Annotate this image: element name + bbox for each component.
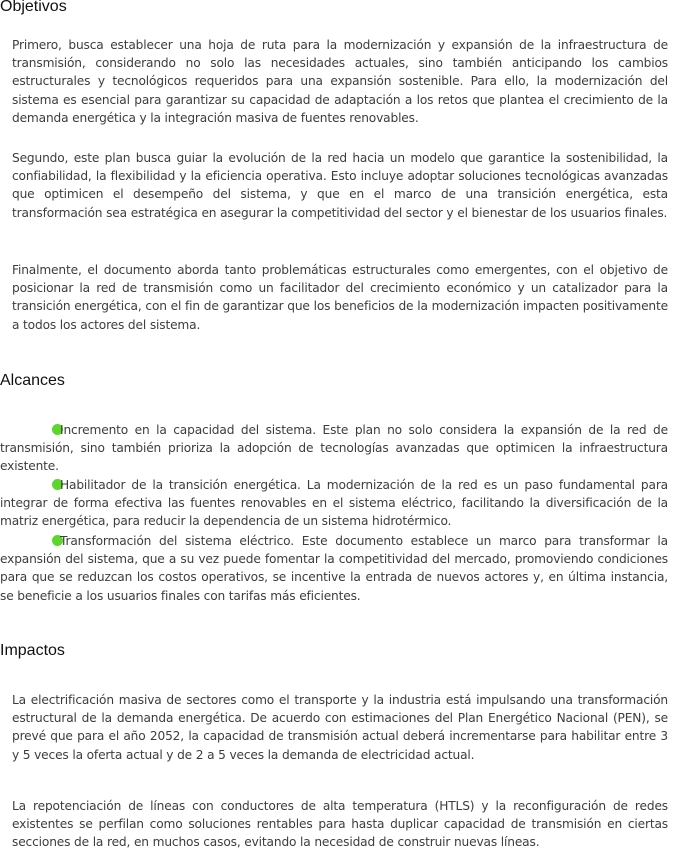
paragraph-objetivos-3: Finalmente, el documento aborda tanto problemáticas estructurales como emergentes, con el objetivo de posicionar la red de transmisión como un facilitador del crecimiento económico y un catalizador para la transición energética, con el fin de garantizar que los beneficios de la modernización impacten positivamente a todos los actores del sistema. <box>12 263 668 332</box>
section-title-impactos: Impactos <box>0 642 65 659</box>
section-title-alcances: Alcances <box>0 372 65 389</box>
section-title-objetivos: Objetivos <box>0 0 67 15</box>
list-item-text: Habilitador de la transición energética. La modernización de la red es un paso fundamental para integrar de forma efectiva las fuentes renovables en el sistema eléctrico, facilitando la diversificación de la matriz energética, para reducir la dependencia de un sistema hidrotérmico. <box>0 478 668 529</box>
list-item-text: Incremento en la capacidad del sistema. Este plan no solo considera la expansión de la red de transmisión, sino también prioriza la adopción de tecnologías avanzadas que optimicen la infraestructura existente. <box>0 423 668 474</box>
list-item-alcance-1 <box>0 421 668 476</box>
list-item-text: Transformación del sistema eléctrico. Este documento establece un marco para transformar la expansión del sistema, que a su vez puede fomentar la competitividad del mercado, promoviendo condiciones para que se reduzcan los costos operativos, se incentive la entrada de nuevos actores y, en última instancia, se beneficie a los usuarios finales con tarifas más eficientes. <box>0 534 668 603</box>
list-item-alcance-2 <box>0 476 668 531</box>
paragraph-impactos-2: La repotenciación de líneas con conductores de alta temperatura (HTLS) y la reconfiguración de redes existentes se perfilan como soluciones rentables para hasta duplicar capacidad de transmisión en ciertas secciones de la red, en muchos casos, evitando la necesidad de construir nuevas líneas. <box>12 799 668 850</box>
paragraph-impactos-1: La electrificación masiva de sectores como el transporte y la industria está impulsando una transformación estructural de la demanda energética. De acuerdo con estimaciones del Plan Energético Nacional (PEN), se prevé que para el año 2052, la capacidad de transmisión actual deberá incrementarse para habilitar entre 3 y 5 veces la oferta actual y de 2 a 5 veces la demanda de electricidad actual. <box>12 693 668 762</box>
list-item-alcance-3 <box>0 532 668 605</box>
paragraph-objetivos-1: Primero, busca establecer una hoja de ruta para la modernización y expansión de la infraestructura de transmisión, considerando no solo las necesidades actuales, sino también anticipando los cambios estructurales y tecnológicos requeridos para una expansión sostenible. Para ello, la modernización del sistema es esencial para garantizar su capacidad de adaptación a los retos que plantea el crecimiento de la demanda energética y la integración masiva de fuentes renovables. <box>12 38 668 125</box>
paragraph-objetivos-2: Segundo, este plan busca guiar la evolución de la red hacia un modelo que garantice la sostenibilidad, la confiabilidad, la flexibilidad y la eficiencia operativa. Esto incluye adoptar soluciones tecnológicas avanzadas que optimicen el desempeño del sistema, y que en el marco de una transición energética, esta transformación sea estratégica en asegurar la competitividad del sector y el bienestar de los usuarios finales. <box>12 151 668 220</box>
